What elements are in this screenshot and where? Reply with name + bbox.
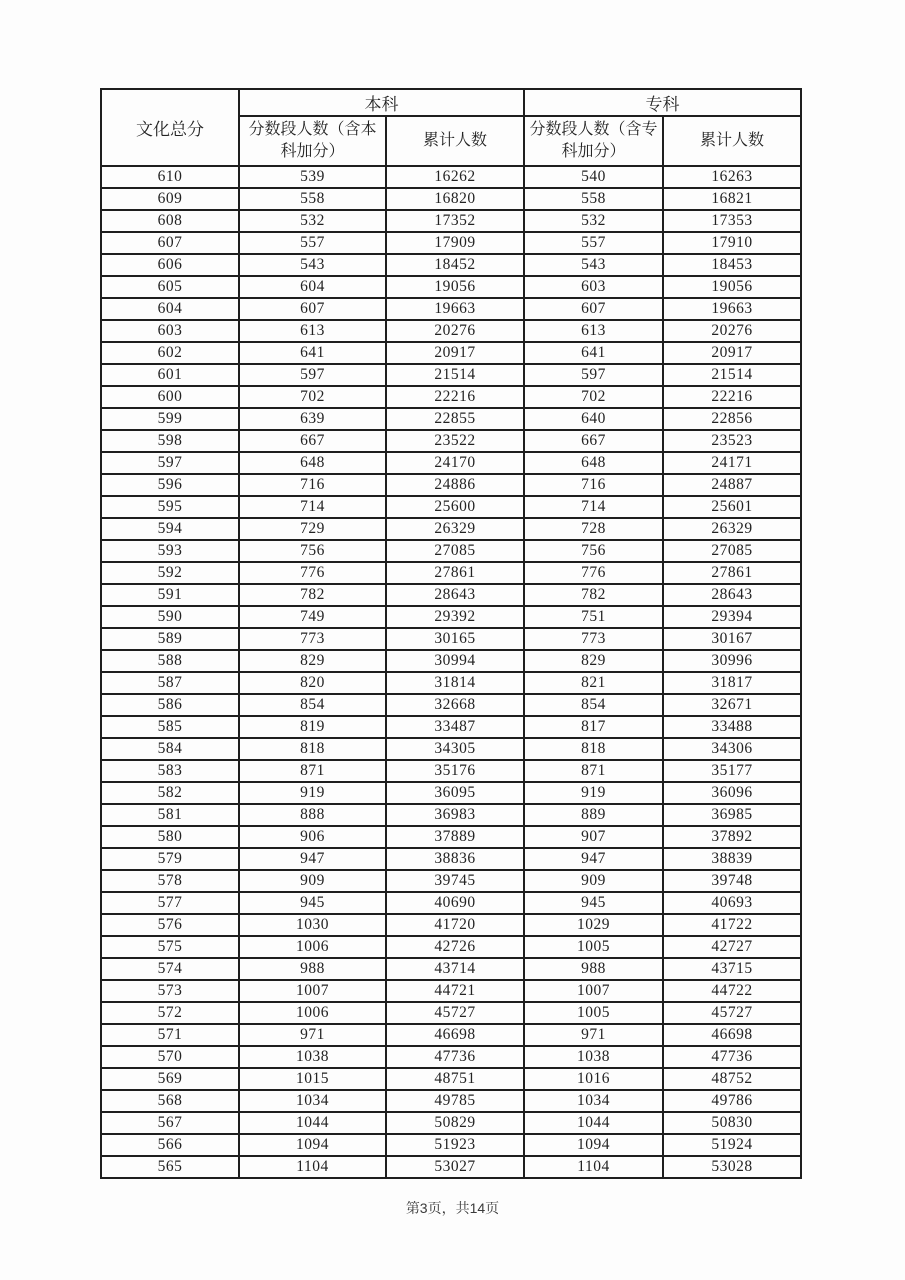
cell-score: 600 [101,386,239,408]
cell-zhuanke-cumulative: 21514 [663,364,801,386]
page-number: 第3页，共14页 [405,1200,500,1216]
cell-zhuanke-cumulative: 32671 [663,694,801,716]
cell-zhuanke-count: 607 [524,298,663,320]
cell-zhuanke-cumulative: 29394 [663,606,801,628]
cell-score: 581 [101,804,239,826]
cell-zhuanke-cumulative: 20276 [663,320,801,342]
cell-benke-count: 829 [239,650,386,672]
cell-benke-cumulative: 36983 [386,804,524,826]
cell-zhuanke-count: 756 [524,540,663,562]
cell-benke-cumulative: 48751 [386,1068,524,1090]
cell-zhuanke-cumulative: 24171 [663,452,801,474]
cell-score: 602 [101,342,239,364]
cell-zhuanke-cumulative: 17910 [663,232,801,254]
cell-zhuanke-cumulative: 41722 [663,914,801,936]
cell-benke-count: 1015 [239,1068,386,1090]
cell-benke-cumulative: 31814 [386,672,524,694]
cell-benke-cumulative: 51923 [386,1134,524,1156]
table-row [101,1046,801,1068]
cell-zhuanke-count: 971 [524,1024,663,1046]
table-row [101,672,801,694]
cell-benke-cumulative: 24886 [386,474,524,496]
table-row [101,958,801,980]
cell-zhuanke-count: 1104 [524,1156,663,1178]
table-row [101,562,801,584]
cell-zhuanke-cumulative: 51924 [663,1134,801,1156]
cell-score: 591 [101,584,239,606]
header-benke-cumulative: 累计人数 [386,116,524,166]
cell-score: 573 [101,980,239,1002]
cell-benke-cumulative: 19056 [386,276,524,298]
cell-score: 577 [101,892,239,914]
cell-benke-count: 1006 [239,936,386,958]
cell-zhuanke-cumulative: 30996 [663,650,801,672]
cell-benke-count: 639 [239,408,386,430]
cell-benke-cumulative: 41720 [386,914,524,936]
table-row [101,342,801,364]
cell-benke-cumulative: 49785 [386,1090,524,1112]
cell-zhuanke-count: 1094 [524,1134,663,1156]
cell-score: 574 [101,958,239,980]
cell-benke-cumulative: 17352 [386,210,524,232]
table-row [101,1134,801,1156]
cell-benke-count: 597 [239,364,386,386]
cell-zhuanke-count: 1005 [524,936,663,958]
cell-benke-count: 716 [239,474,386,496]
cell-score: 569 [101,1068,239,1090]
cell-score: 567 [101,1112,239,1134]
cell-score: 582 [101,782,239,804]
header-total-score: 文化总分 [101,89,239,166]
table-row [101,914,801,936]
cell-score: 584 [101,738,239,760]
cell-benke-count: 820 [239,672,386,694]
cell-benke-cumulative: 32668 [386,694,524,716]
cell-benke-count: 906 [239,826,386,848]
cell-score: 595 [101,496,239,518]
cell-zhuanke-count: 821 [524,672,663,694]
cell-zhuanke-count: 782 [524,584,663,606]
cell-zhuanke-cumulative: 20917 [663,342,801,364]
cell-score: 586 [101,694,239,716]
cell-benke-cumulative: 34305 [386,738,524,760]
cell-zhuanke-cumulative: 35177 [663,760,801,782]
cell-benke-cumulative: 16820 [386,188,524,210]
cell-benke-count: 1104 [239,1156,386,1178]
cell-benke-cumulative: 46698 [386,1024,524,1046]
cell-benke-cumulative: 37889 [386,826,524,848]
cell-score: 587 [101,672,239,694]
cell-benke-count: 773 [239,628,386,650]
cell-zhuanke-cumulative: 46698 [663,1024,801,1046]
cell-score: 585 [101,716,239,738]
cell-benke-count: 532 [239,210,386,232]
table-row [101,364,801,386]
table-row [101,738,801,760]
cell-zhuanke-cumulative: 40693 [663,892,801,914]
cell-benke-count: 1038 [239,1046,386,1068]
cell-zhuanke-count: 667 [524,430,663,452]
table-row [101,848,801,870]
cell-score: 607 [101,232,239,254]
table-row [101,386,801,408]
cell-zhuanke-count: 1034 [524,1090,663,1112]
cell-zhuanke-count: 773 [524,628,663,650]
table-body [101,166,801,1178]
cell-score: 608 [101,210,239,232]
cell-score: 588 [101,650,239,672]
cell-benke-count: 749 [239,606,386,628]
table-row [101,430,801,452]
cell-benke-cumulative: 45727 [386,1002,524,1024]
cell-benke-cumulative: 21514 [386,364,524,386]
cell-zhuanke-cumulative: 24887 [663,474,801,496]
cell-zhuanke-count: 543 [524,254,663,276]
cell-zhuanke-count: 1038 [524,1046,663,1068]
cell-zhuanke-cumulative: 53028 [663,1156,801,1178]
cell-zhuanke-count: 776 [524,562,663,584]
cell-zhuanke-cumulative: 39748 [663,870,801,892]
cell-benke-cumulative: 22216 [386,386,524,408]
cell-benke-count: 1044 [239,1112,386,1134]
cell-zhuanke-cumulative: 36985 [663,804,801,826]
cell-benke-cumulative: 23522 [386,430,524,452]
cell-score: 576 [101,914,239,936]
cell-zhuanke-cumulative: 42727 [663,936,801,958]
cell-benke-count: 756 [239,540,386,562]
cell-zhuanke-cumulative: 50830 [663,1112,801,1134]
cell-score: 592 [101,562,239,584]
cell-score: 589 [101,628,239,650]
score-distribution-table [100,88,802,1179]
table-row [101,760,801,782]
cell-score: 605 [101,276,239,298]
table-row [101,606,801,628]
cell-benke-cumulative: 53027 [386,1156,524,1178]
table-row [101,276,801,298]
table-row [101,870,801,892]
cell-score: 594 [101,518,239,540]
cell-zhuanke-count: 557 [524,232,663,254]
cell-score: 572 [101,1002,239,1024]
cell-zhuanke-count: 945 [524,892,663,914]
cell-zhuanke-cumulative: 28643 [663,584,801,606]
cell-score: 566 [101,1134,239,1156]
cell-zhuanke-count: 818 [524,738,663,760]
cell-score: 593 [101,540,239,562]
table-header [101,89,801,166]
cell-zhuanke-count: 919 [524,782,663,804]
cell-benke-count: 971 [239,1024,386,1046]
cell-benke-cumulative: 50829 [386,1112,524,1134]
table-row [101,1024,801,1046]
cell-zhuanke-count: 702 [524,386,663,408]
table-row [101,628,801,650]
table-row [101,936,801,958]
cell-benke-count: 945 [239,892,386,914]
cell-zhuanke-count: 889 [524,804,663,826]
cell-zhuanke-cumulative: 45727 [663,1002,801,1024]
cell-benke-count: 871 [239,760,386,782]
cell-zhuanke-cumulative: 23523 [663,430,801,452]
header-benke-segment-count: 分数段人数（含本科加分） [239,116,386,166]
cell-benke-count: 557 [239,232,386,254]
cell-score: 565 [101,1156,239,1178]
cell-benke-cumulative: 22855 [386,408,524,430]
cell-benke-cumulative: 30165 [386,628,524,650]
cell-benke-cumulative: 19663 [386,298,524,320]
cell-zhuanke-cumulative: 16263 [663,166,801,188]
table-row [101,254,801,276]
cell-benke-cumulative: 38836 [386,848,524,870]
cell-benke-cumulative: 33487 [386,716,524,738]
cell-zhuanke-cumulative: 22856 [663,408,801,430]
cell-score: 598 [101,430,239,452]
table-row [101,210,801,232]
cell-zhuanke-count: 640 [524,408,663,430]
cell-benke-cumulative: 29392 [386,606,524,628]
cell-score: 601 [101,364,239,386]
table-row [101,650,801,672]
cell-zhuanke-cumulative: 43715 [663,958,801,980]
cell-zhuanke-cumulative: 16821 [663,188,801,210]
cell-zhuanke-cumulative: 26329 [663,518,801,540]
cell-zhuanke-cumulative: 19056 [663,276,801,298]
cell-benke-cumulative: 40690 [386,892,524,914]
table-row [101,298,801,320]
cell-zhuanke-cumulative: 38839 [663,848,801,870]
cell-zhuanke-count: 597 [524,364,663,386]
table-row [101,584,801,606]
cell-benke-count: 919 [239,782,386,804]
table-row [101,166,801,188]
cell-score: 571 [101,1024,239,1046]
table-row [101,1090,801,1112]
cell-benke-cumulative: 16262 [386,166,524,188]
cell-benke-cumulative: 26329 [386,518,524,540]
cell-zhuanke-count: 871 [524,760,663,782]
cell-benke-count: 1007 [239,980,386,1002]
cell-zhuanke-count: 540 [524,166,663,188]
cell-zhuanke-cumulative: 18453 [663,254,801,276]
cell-score: 580 [101,826,239,848]
cell-benke-count: 909 [239,870,386,892]
cell-zhuanke-count: 532 [524,210,663,232]
cell-benke-cumulative: 30994 [386,650,524,672]
cell-score: 610 [101,166,239,188]
cell-benke-count: 667 [239,430,386,452]
cell-zhuanke-cumulative: 36096 [663,782,801,804]
cell-benke-cumulative: 24170 [386,452,524,474]
cell-zhuanke-count: 988 [524,958,663,980]
cell-benke-count: 888 [239,804,386,826]
cell-zhuanke-cumulative: 27085 [663,540,801,562]
cell-zhuanke-count: 716 [524,474,663,496]
header-group-zhuanke: 专科 [524,89,801,116]
cell-zhuanke-count: 947 [524,848,663,870]
cell-benke-cumulative: 42726 [386,936,524,958]
cell-zhuanke-cumulative: 48752 [663,1068,801,1090]
cell-benke-count: 776 [239,562,386,584]
cell-score: 603 [101,320,239,342]
cell-score: 568 [101,1090,239,1112]
cell-zhuanke-count: 1044 [524,1112,663,1134]
cell-zhuanke-cumulative: 17353 [663,210,801,232]
table-row [101,1156,801,1178]
cell-score: 570 [101,1046,239,1068]
cell-benke-count: 819 [239,716,386,738]
cell-score: 583 [101,760,239,782]
cell-zhuanke-cumulative: 31817 [663,672,801,694]
cell-score: 596 [101,474,239,496]
cell-benke-count: 539 [239,166,386,188]
cell-benke-count: 818 [239,738,386,760]
cell-benke-cumulative: 36095 [386,782,524,804]
cell-zhuanke-count: 907 [524,826,663,848]
cell-score: 590 [101,606,239,628]
cell-zhuanke-count: 714 [524,496,663,518]
cell-benke-cumulative: 35176 [386,760,524,782]
table-row [101,408,801,430]
table-row [101,496,801,518]
table-row [101,892,801,914]
cell-zhuanke-count: 558 [524,188,663,210]
cell-benke-cumulative: 43714 [386,958,524,980]
cell-zhuanke-cumulative: 33488 [663,716,801,738]
table-row [101,826,801,848]
cell-zhuanke-count: 829 [524,650,663,672]
cell-benke-count: 702 [239,386,386,408]
cell-zhuanke-cumulative: 30167 [663,628,801,650]
cell-benke-cumulative: 27085 [386,540,524,562]
cell-score: 578 [101,870,239,892]
cell-zhuanke-count: 751 [524,606,663,628]
cell-score: 597 [101,452,239,474]
table-row [101,1002,801,1024]
table-row [101,1068,801,1090]
cell-benke-count: 1094 [239,1134,386,1156]
cell-zhuanke-cumulative: 44722 [663,980,801,1002]
cell-benke-count: 988 [239,958,386,980]
cell-zhuanke-cumulative: 49786 [663,1090,801,1112]
cell-zhuanke-count: 1016 [524,1068,663,1090]
cell-benke-count: 1034 [239,1090,386,1112]
table-row [101,320,801,342]
cell-score: 609 [101,188,239,210]
cell-benke-count: 854 [239,694,386,716]
cell-benke-cumulative: 44721 [386,980,524,1002]
cell-zhuanke-cumulative: 25601 [663,496,801,518]
cell-benke-cumulative: 28643 [386,584,524,606]
header-group-row [101,89,801,116]
cell-benke-count: 543 [239,254,386,276]
cell-benke-count: 782 [239,584,386,606]
cell-benke-cumulative: 27861 [386,562,524,584]
cell-benke-cumulative: 20917 [386,342,524,364]
header-group-benke: 本科 [239,89,524,116]
table-row [101,188,801,210]
cell-zhuanke-cumulative: 47736 [663,1046,801,1068]
cell-zhuanke-count: 909 [524,870,663,892]
cell-benke-cumulative: 25600 [386,496,524,518]
cell-zhuanke-cumulative: 27861 [663,562,801,584]
table-row [101,782,801,804]
table-row [101,804,801,826]
table-row [101,474,801,496]
cell-score: 575 [101,936,239,958]
table-row [101,694,801,716]
table-row [101,716,801,738]
table-row [101,540,801,562]
cell-zhuanke-count: 1029 [524,914,663,936]
table-row [101,232,801,254]
header-zhuanke-segment-count: 分数段人数（含专科加分） [524,116,663,166]
cell-score: 599 [101,408,239,430]
cell-zhuanke-count: 854 [524,694,663,716]
cell-score: 579 [101,848,239,870]
table-row [101,518,801,540]
cell-zhuanke-count: 603 [524,276,663,298]
cell-benke-cumulative: 17909 [386,232,524,254]
cell-score: 604 [101,298,239,320]
table-row [101,980,801,1002]
cell-benke-count: 641 [239,342,386,364]
cell-benke-count: 1006 [239,1002,386,1024]
cell-benke-count: 604 [239,276,386,298]
cell-zhuanke-cumulative: 34306 [663,738,801,760]
cell-zhuanke-count: 1005 [524,1002,663,1024]
cell-benke-count: 558 [239,188,386,210]
cell-benke-count: 714 [239,496,386,518]
cell-zhuanke-cumulative: 22216 [663,386,801,408]
cell-benke-count: 613 [239,320,386,342]
cell-zhuanke-count: 728 [524,518,663,540]
table-row [101,452,801,474]
cell-benke-count: 729 [239,518,386,540]
table-row [101,1112,801,1134]
cell-zhuanke-count: 1007 [524,980,663,1002]
cell-zhuanke-cumulative: 19663 [663,298,801,320]
cell-zhuanke-count: 613 [524,320,663,342]
cell-score: 606 [101,254,239,276]
cell-benke-count: 1030 [239,914,386,936]
cell-zhuanke-cumulative: 37892 [663,826,801,848]
cell-benke-count: 607 [239,298,386,320]
cell-benke-cumulative: 18452 [386,254,524,276]
cell-zhuanke-count: 641 [524,342,663,364]
cell-benke-count: 947 [239,848,386,870]
cell-benke-cumulative: 20276 [386,320,524,342]
cell-benke-cumulative: 47736 [386,1046,524,1068]
cell-benke-cumulative: 39745 [386,870,524,892]
cell-zhuanke-count: 817 [524,716,663,738]
cell-zhuanke-count: 648 [524,452,663,474]
cell-benke-count: 648 [239,452,386,474]
header-zhuanke-cumulative: 累计人数 [663,116,801,166]
